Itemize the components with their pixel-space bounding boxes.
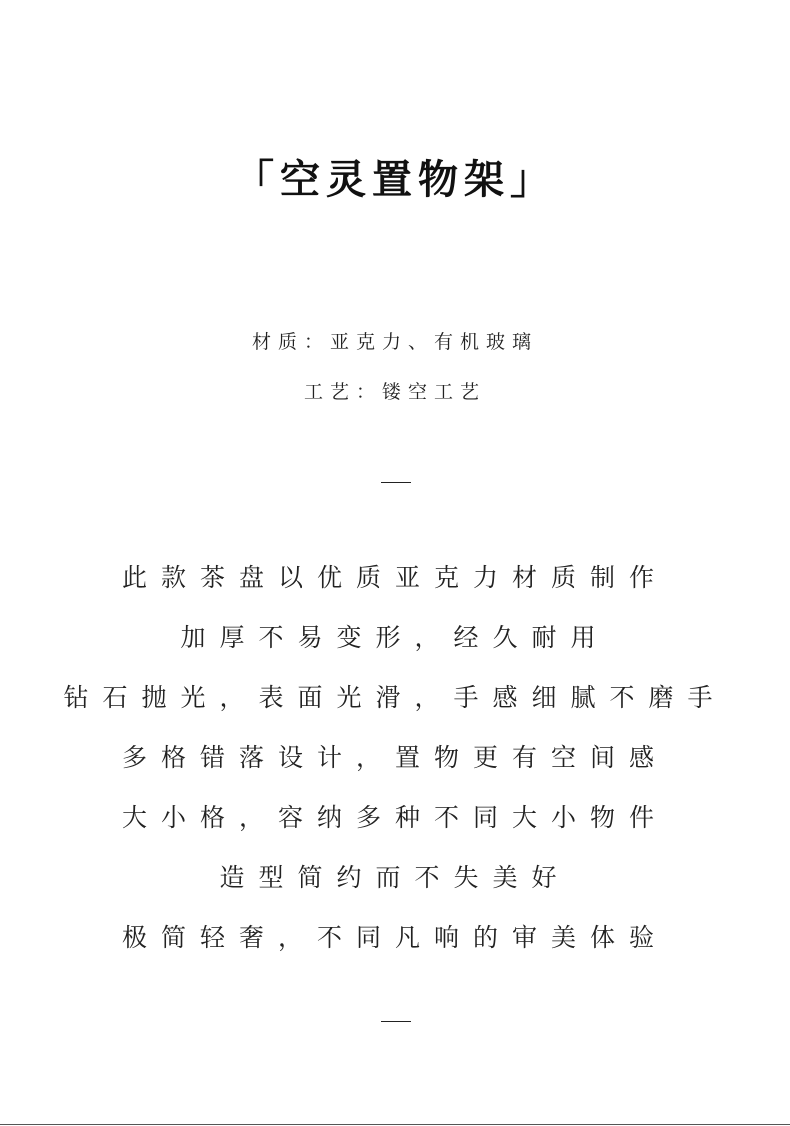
description-line: 极简轻奢，不同凡响的审美体验 (121, 923, 668, 952)
section-divider (381, 482, 411, 483)
description-line: 此款茶盘以优质亚克力材质制作 (121, 563, 668, 592)
craft-spec: 工艺：镂空工艺 (303, 381, 486, 403)
material-spec: 材质：亚克力、有机玻璃 (251, 331, 538, 353)
section-divider (381, 1021, 411, 1022)
description-line: 钻石抛光，表面光滑，手感细腻不磨手 (63, 683, 727, 712)
description-line: 多格错落设计，置物更有空间感 (121, 743, 668, 772)
description-line: 大小格，容纳多种不同大小物件 (121, 803, 668, 832)
description-line: 造型简约而不失美好 (219, 863, 571, 892)
description-line: 加厚不易变形，经久耐用 (180, 623, 610, 652)
product-title: 「空灵置物架」 (234, 156, 556, 203)
bottom-border (0, 1124, 790, 1125)
